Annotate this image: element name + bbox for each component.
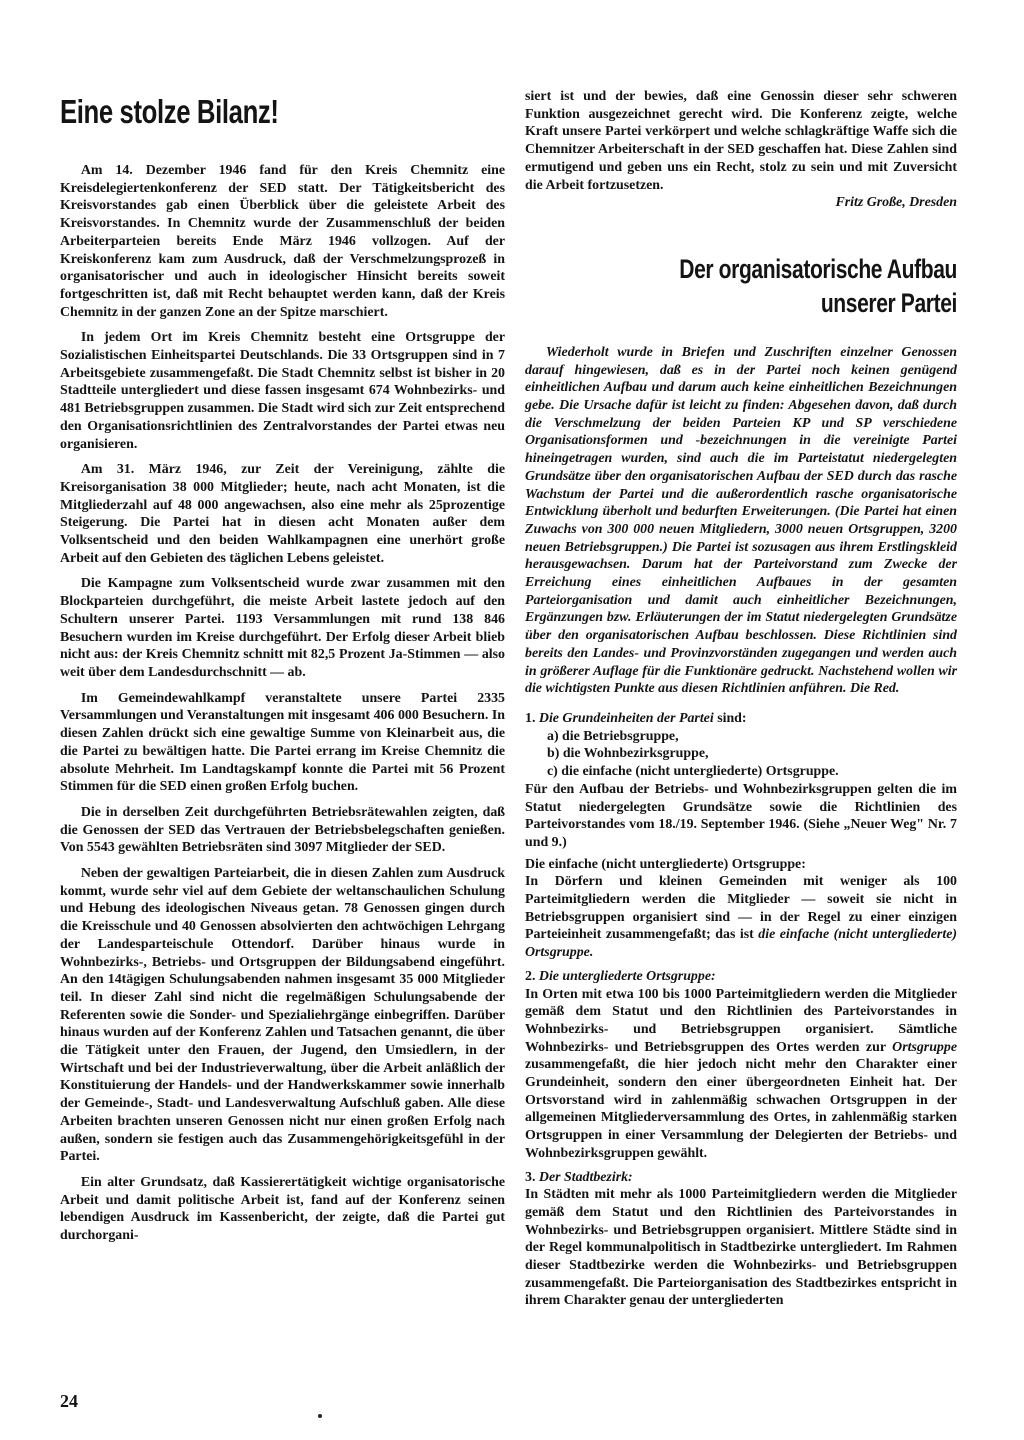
section-text: Für den Aufbau der Betriebs- und Wohnbezirksgruppen gelten die im Statut niedergelegten Grundsätze sowie die Richtlinien des Parteivorstandes vom 18./19. September 1946. (Siehe „Neuer Weg" Nr. 7 und 9.) <box>525 781 957 850</box>
print-mark <box>318 1414 322 1418</box>
article-title-line: unserer Partei <box>820 287 957 318</box>
section-text <box>525 873 957 962</box>
article-paragraph: Ein alter Grundsatz, daß Kassierertätigkeit wichtige organisatorische Arbeit und damit politische Arbeit ist, fand auf der Konferenz seinen lebendigen Ausdruck im Kassenbericht, der zeigte, daß die Partei gut durchorgani- <box>60 1174 505 1244</box>
article-title-line: Der organisatorische Aufbau <box>679 253 957 284</box>
right-column <box>525 88 957 1310</box>
section-heading <box>525 968 957 986</box>
subsection-heading: Die einfache (nicht untergliederte) Ortsgruppe: <box>525 856 806 872</box>
section-text-emphasis: die einfache (nicht untergliederte) Ortsgruppe. <box>525 927 957 961</box>
article-paragraph: Im Gemeindewahlkampf veranstaltete unsere Partei 2335 Versammlungen und Veranstaltungen mit insgesamt 406 000 Besuchern. In diesen Zahlen drückt sich eine gewaltige Summe von Kleinarbeit aus, die die Partei zu bewältigen hatte. Die Partei errang im Kreise Chemnitz die absolute Mehrheit. Im Landtagskampf konnte die Partei mit 56 Prozent Stimmen für die SED einen großen Erfolg buchen. <box>60 690 505 795</box>
section-number: 3. <box>525 1169 536 1185</box>
section-number: 2. <box>525 968 536 984</box>
article-continuation: siert ist und der bewies, daß eine Genossin dieser sehr schweren Funktion ausgezeichnet gerecht wird. Die Konferenz zeigte, welche Kraft unsere Partei verkörpert und welche schlagkräftige Waffe sich die Chemnitzer Arbeiterschaft in der SED geschaffen hat. Diese Zahlen sind ermutigend und geben uns ein Recht, stolz zu sein und mit Zuversicht die Arbeit fortzusetzen. <box>525 89 957 193</box>
editorial-intro <box>525 344 957 698</box>
article-paragraph: Am 31. März 1946, zur Zeit der Vereinigung, zählte die Kreisorganisation 38 000 Mitglieder; heute, nach acht Monaten, ist die Mitgliederzahl auf 48 000 angewachsen, also eine mehr als 25prozentige Steigerung. Die Partei hat in diesen acht Monaten außer dem Volksentscheid und den beiden Wahlkampagnen eine unerhört große Arbeit auf den Gebieten des täglichen Lebens geleistet. <box>60 462 505 566</box>
article-paragraph: Die Kampagne zum Volksentscheid wurde zwar zusammen mit den Blockparteien durchgeführt, die meiste Arbeit lastete jedoch auf den Schultern unserer Partei. 1193 Versammlungen mit rund 138 846 Besuchern wurden im Kreise durchgeführt. Der Erfolg dieser Arbeit blieb nicht aus: der Kreis Chemnitz schnitt mit 82,5 Prozent Ja-Stimmen — also weit über dem Landesdurchschnitt — ab. <box>60 576 505 680</box>
section-text <box>525 986 957 1163</box>
section-title: Der Stadtbezirk: <box>538 1169 633 1185</box>
section-heading <box>525 710 957 728</box>
list-item: b) die Wohnbezirksgruppe, <box>547 746 709 762</box>
list-item: c) die einfache (nicht untergliederte) Ortsgruppe. <box>547 764 839 780</box>
article-paragraph: Neben der gewaltigen Parteiarbeit, die in diesen Zahlen zum Ausdruck kommt, wurde sehr viel auf dem Gebiete der weltanschaulichen Schulung und Hebung des ideologischen Niveaus getan. 78 Genossen gingen durch die Kreisschule und 40 Genossen absolvierten den achtwöchigen Lehrgang der Landesparteischule Ottendorf. Darüber hinaus wurde in Wohnbezirks-, Betriebs- und Ortsgruppen der Bildungsabend eingeführt. An den 14tägigen Schulungsabenden nahmen insgesamt 35 000 Mitglieder teil. In dieser Zahl sind nicht die regelmäßigen Schulungsabende der Referenten sowie die Sonder- und Spezialiehrgänge einbegriffen. Darüber hinaus wurden auf der Konferenz Zahlen und Tatsachen genannt, die über die Tätigkeit unter den Frauen, der Jugend, den Umsiedlern, in der Wirtschaft und bei der Industrieverwaltung, über die Arbeit anläßlich der Konstituierung der Handels- und der Handwerkskammer sowie innerhalb der Gemeinde-, Stadt- und Landesverwaltung Aufschluß gaben. Alle diese Arbeiten brachten unseren Genossen nicht nur einen großen Erfolg nach außen, sondern sie festigen auch das Zusammengehörigkeitsgefühl in der Partei. <box>60 866 505 1165</box>
section-text: In Städten mit mehr als 1000 Parteimitgliedern werden die Mitglieder gemäß dem Statut und den Richtlinien des Parteivorstandes in Wohnbezirks- und Betriebsgruppen organisiert. Mittlere Städte sind in der Regel kommunalpolitisch in Stadtbezirke untergliedert. Im Rahmen dieser Stadtbezirke werden die Wohnbezirks- und Betriebsgruppen zusammengefaßt. Die Parteiorganisation des Stadtbezirkes entspricht in ihrem Charakter genau der untergliederten <box>525 1187 957 1309</box>
section-text-part: In Dörfern und kleinen Gemeinden mit weniger als 100 Parteimitgliedern werden die Mitglieder — soweit sie nicht in Betriebsgruppen organisiert sind — in der Regel zu einer einzigen Parteieinheit zusammengefaßt; das ist <box>525 874 957 943</box>
article-paragraph: Am 14. Dezember 1946 fand für den Kreis Chemnitz eine Kreisdelegiertenkonferenz der SED statt. Der Tätigkeitsbericht des Kreisvorstandes gab einen Überblick über die geleistete Arbeit des Kreisvorstandes. In Chemnitz wurde der Zusammenschluß der beiden Arbeiterparteien bereits Ende März 1946 vollzogen. Auf der Kreiskonferenz kam zum Ausdruck, daß der Verschmelzungsprozeß in organisatorischer und auch in ideologischer Hinsicht bereits soweit fortgeschritten ist, daß mit Recht behauptet werden kann, daß der Kreis Chemnitz in der ganzen Zone an der Spitze marschiert. <box>60 163 505 320</box>
section-text-part: In Orten mit etwa 100 bis 1000 Parteimitgliedern werden die Mitglieder gemäß dem Statut und den Richtlinien des Parteivorstandes in Wohnbezirks- und Betriebsgruppen organisiert. Sämtliche Wohnbezirks- und Betriebsgruppen des Ortes werden zur <box>525 986 957 1055</box>
section-text-part: zusammengefaßt, die hier jedoch nicht mehr den Charakter einer Grundeinheit, sondern den einer übergeordneten Einheit hat. Der Ortsvorstand wird in zahlenmäßig schwachen Ortsgruppen in der allgemeinen Mitgliederversammlung des Ortes, in zahlenmäßig starken Ortsgruppen in einer Versammlung der Delegierten der Betriebs- und Wohnbezirksgruppen gewählt. <box>525 1057 957 1161</box>
section-title: Die Grundeinheiten der Partei <box>538 710 714 726</box>
page-number: 24 <box>60 1391 78 1411</box>
section-title-suffix: sind: <box>717 710 747 726</box>
article-title-bilanz: Eine stolze Bilanz! <box>60 93 279 130</box>
left-column <box>60 80 505 1253</box>
author-signature: Fritz Große, Dresden <box>835 195 957 211</box>
editorial-intro-text: Wiederholt wurde in Briefen und Zuschriften einzelner Genossen darauf hingewiesen, daß es in der Partei noch keinen genügend einheitlichen Aufbau und darum auch keine einheitlichen Bezeichnungen gebe. Die Ursache dafür ist leicht zu finden: Abgesehen davon, daß durch die Verschmelzung der beiden Parteien KP und SP verschiedene Organisationsformen und -bezeichnungen in die vereinigte Partei hineingetragen wurden, sind auch die im Parteistatut niedergelegten Grundsätze über den organisatorischen Aufbau der SED durch das rasche Wachstum der Partei und die außerordentlich rasche organisatorische Entwicklung überholt und bedurften Erweiterungen. (Die Partei hat einen Zuwachs von 300 000 neuen Mitgliedern, 3000 neuen Ortsgruppen, 3200 neuen Betriebsgruppen.) Die Partei ist sozusagen aus ihrem Erstlingskleid herausgewachsen. Darum hat der Parteivorstand zum Zwecke der Erreichung eines einheitlichen Aufbaues in der gesamten Parteiorganisation und damit auch einheitlicher Bezeichnungen, Ergänzungen bzw. Erläuterungen der im Statut niedergelegten Grundsätze über den organisatorischen Aufbau beschlossen. Diese Richtlinien sind bereits den Landes- und Provinzvorständen zugegangen und werden auch in größerer Auflage für die Funktionäre gedruckt. Nachstehend wollen wir die wichtigsten Punkte aus diesen Richtlinien anführen. Die Red. <box>525 344 957 697</box>
article-paragraph: In jedem Ort im Kreis Chemnitz besteht eine Ortsgruppe der Sozialistischen Einheitspartei Deutschlands. Die 33 Ortsgruppen sind in 7 Arbeitsgebiete zusammengefaßt. Die Stadt Chemnitz selbst ist bisher in 20 Stadtteile untergliedert und diese fassen insgesamt 674 Wohnbezirks- und 481 Betriebsgruppen zusammen. Die Stadt wird sich zur Zeit entsprechend den Organisationsrichtlinien des Zentralvorstandes der Partei etwas neu organisieren. <box>60 330 505 452</box>
article-title-aufbau <box>525 252 957 320</box>
section-heading <box>525 1169 957 1187</box>
section-text-emphasis: Ortsgruppe <box>892 1039 957 1055</box>
article-paragraph: Die in derselben Zeit durchgeführten Betriebsrätewahlen zeigten, daß die Genossen der SED das Vertrauen der Betriebsbelegschaften genießen. Von 5543 gewählten Betriebsräten sind 3097 Mitglieder der SED. <box>60 804 505 856</box>
section-number: 1. <box>525 710 536 726</box>
section-title: Die untergliederte Ortsgruppe: <box>538 968 716 984</box>
list-item: a) die Betriebsgruppe, <box>547 728 679 744</box>
